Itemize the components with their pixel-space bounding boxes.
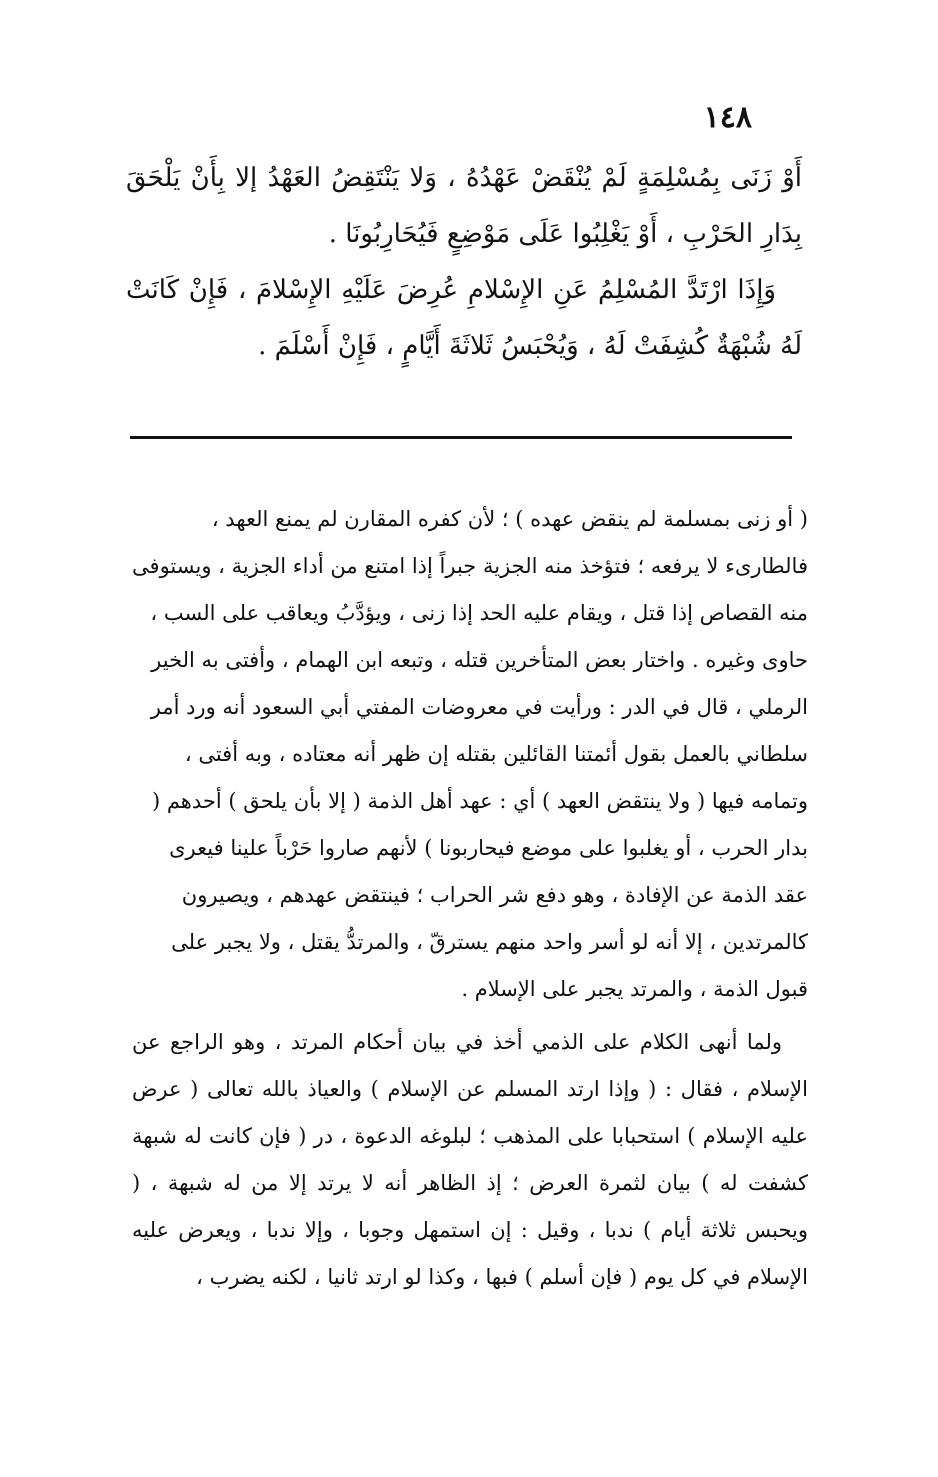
commentary-paragraph-2: ولما أنهى الكلام على الذمي أخذ في بيان أحكام المرتد ، وهو الراجع عن الإسلام ، فقال : ( وإذا ارتد المسلم عن الإسلام ) والعياذ بالله تعالى ( عرض عليه الإسلام ) استحبابا على المذهب ؛ لبلوغه الدعوة ، در ( فإن كانت له شبهة كشفت له ) بيان لثمرة العرض ؛ إذ الظاهر أنه لا يرتد إلا من له شبهة ، ( ويحبس ثلاثة أيام ) ندبا ، وقيل : إن استمهل وجوبا ، وإلا ندبا ، ويعرض عليه الإسلام في كل يوم ( فإن أسلم ) فبها ، وكذا لو ارتد ثانيا ، لكنه يضرب ، [132,1030,808,1289]
main-text-paragraph-1: أَوْ زَنَى بِمُسْلِمَةٍ لَمْ يُنْقَضْ عَهْدُهُ ، وَلا يَنْتَقِضُ العَهْدُ إلا بِأَنْ يَلْحَقَ بِدَارِ الحَرْبِ ، أَوْ يَغْلِبُوا عَلَى مَوْضِعٍ فَيُحَارِبُونَا . [126,163,802,249]
commentary-paragraph-1: ( أو زنى بمسلمة لم ينقض عهده ) ؛ لأن كفره المقارن لم يمنع العهد ، فالطارىء لا يرفعه ؛ فتؤخذ منه الجزية جبراً إذا امتنع من أداء الجزية ، ويستوفى منه القصاص إذا قتل ، ويقام عليه الحد إذا زنى ، ويؤدَّبُ ويعاقب على السب ، حاوى وغيره . واختار بعض المتأخرين قتله ، وتبعه ابن الهمام ، وأفتى به الخير الرملي ، قال في الدر : ورأيت في معروضات المفتي أبي السعود أنه ورد أمر سلطاني بالعمل بقول أئمتنا القائلين بقتله إن ظهر أنه معتاده ، وبه أفتى ، وتمامه فيها ( ولا ينتقض العهد ) أي : عهد أهل الذمة ( إلا بأن يلحق ) أحدهم ( بدار الحرب ، أو يغلبوا على موضع فيحاربونا ) لأنهم صاروا حَرْباً علينا فيعرى عقد الذمة عن الإفادة ، وهو دفع شر الحراب ؛ فينتقض عهدهم ، ويصيرون كالمرتدين ، إلا أنه لو أسر واحد منهم يسترقّ ، والمرتدُّ يقتل ، ولا يجبر على قبول الذمة ، والمرتد يجبر على الإسلام . [132,507,808,1001]
commentary [132,496,808,1301]
main-text-paragraph-2: وَإِذَا ارْتَدَّ المُسْلِمُ عَنِ الإِسْلامِ عُرِضَ عَلَيْهِ الإِسْلامَ ، فَإِنْ كَانَتْ لَهُ شُبْهَةٌ كُشِفَتْ لَهُ ، وَيُحْبَسُ ثَلاثَةَ أَيَّامٍ ، فَإِنْ أَسْلَمَ . [126,275,802,361]
main-text [126,150,802,374]
page-number: ١٤٨ [703,100,752,135]
separator-rule [130,436,792,439]
